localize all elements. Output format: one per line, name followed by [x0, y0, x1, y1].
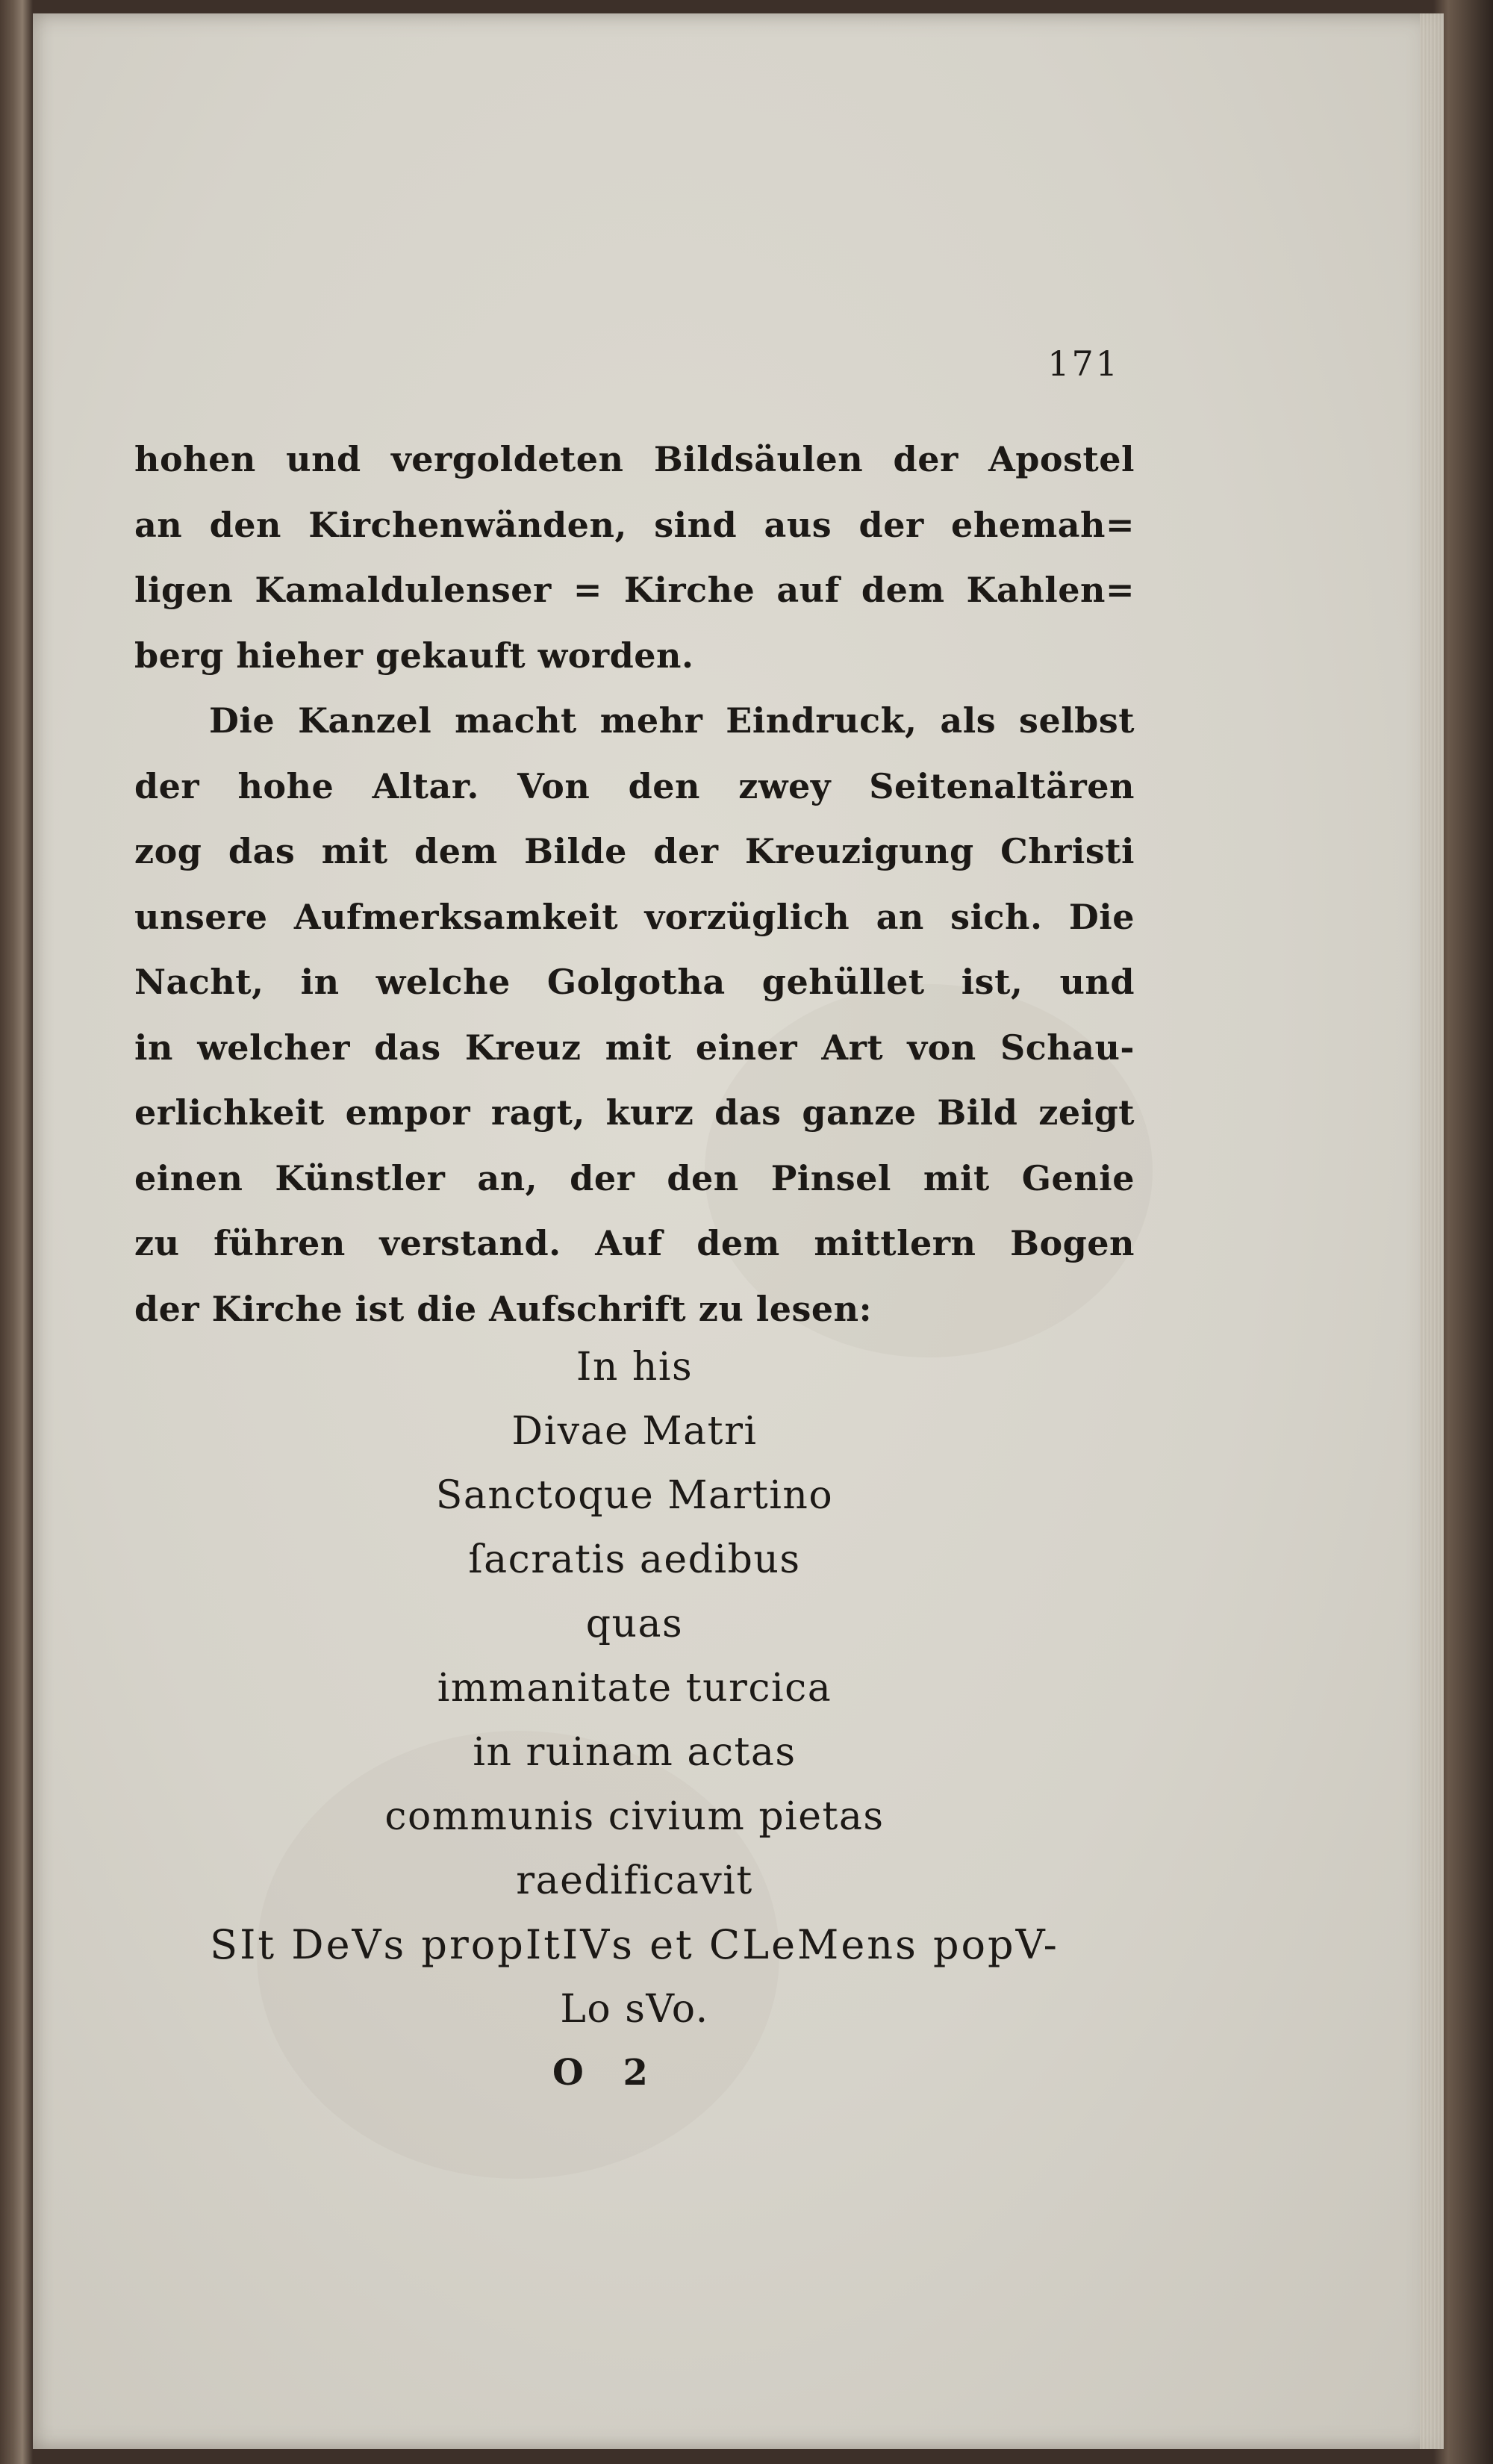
inscription-line: Divae Matri — [511, 1409, 758, 1454]
page-edge — [1420, 13, 1444, 2449]
inscription-line: communis civium pietas — [384, 1794, 885, 1839]
inscription-line: Lo sVo. — [560, 1987, 709, 2032]
text-line: Nacht, in welche Golgotha gehüllet ist, und — [134, 962, 1135, 1002]
inscription-line: raedificavit — [516, 1858, 753, 1903]
inscription-line: quas — [585, 1602, 684, 1646]
printer-signature-mark: O 2 — [552, 2052, 661, 2094]
inscription-line: SIt DeVs propItIVs et CLeMens popV- — [210, 1921, 1059, 1968]
inscription-line: Sanctoque Martino — [435, 1473, 834, 1518]
body-text — [134, 427, 1135, 1342]
text-line: erlichkeit empor ragt, kurz das ganze Bild zeigt — [134, 1092, 1135, 1133]
text-line: hohen und vergoldeten Bildsäulen der Apostel — [134, 439, 1135, 479]
text-line: ligen Kamaldulenser = Kirche auf dem Kahlen= — [134, 570, 1135, 610]
text-line: berg hieher gekauft worden. — [134, 635, 694, 676]
text-line: einen Künstler an, der den Pinsel mit Genie — [134, 1157, 1135, 1198]
text-line: Die Kanzel macht mehr Eindruck, als selbst — [209, 700, 1135, 741]
text-line: der Kirche ist die Aufschrift zu lesen: — [134, 1288, 873, 1329]
page-number: 171 — [1047, 343, 1120, 384]
latin-inscription — [134, 1335, 1135, 2041]
inscription-line: ſacratis aedibus — [468, 1537, 801, 1582]
text-line: zu führen verstand. Auf dem mittlern Bogen — [134, 1223, 1135, 1263]
text-line: in welcher das Kreuz mit einer Art von Schau- — [134, 1027, 1135, 1068]
text-line: der hohe Altar. Von den zwey Seitenaltären — [134, 765, 1135, 806]
inscription-line: immanitate turcica — [437, 1666, 832, 1711]
text-line: unsere Aufmerksamkeit vorzüglich an sich. Die — [134, 896, 1135, 937]
inscription-line: In his — [576, 1345, 693, 1390]
text-line: an den Kirchenwänden, sind aus der ehemah= — [134, 504, 1135, 545]
text-line: zog das mit dem Bilde der Kreuzigung Christi — [134, 831, 1135, 871]
inscription-line: in ruinam actas — [473, 1730, 797, 1775]
